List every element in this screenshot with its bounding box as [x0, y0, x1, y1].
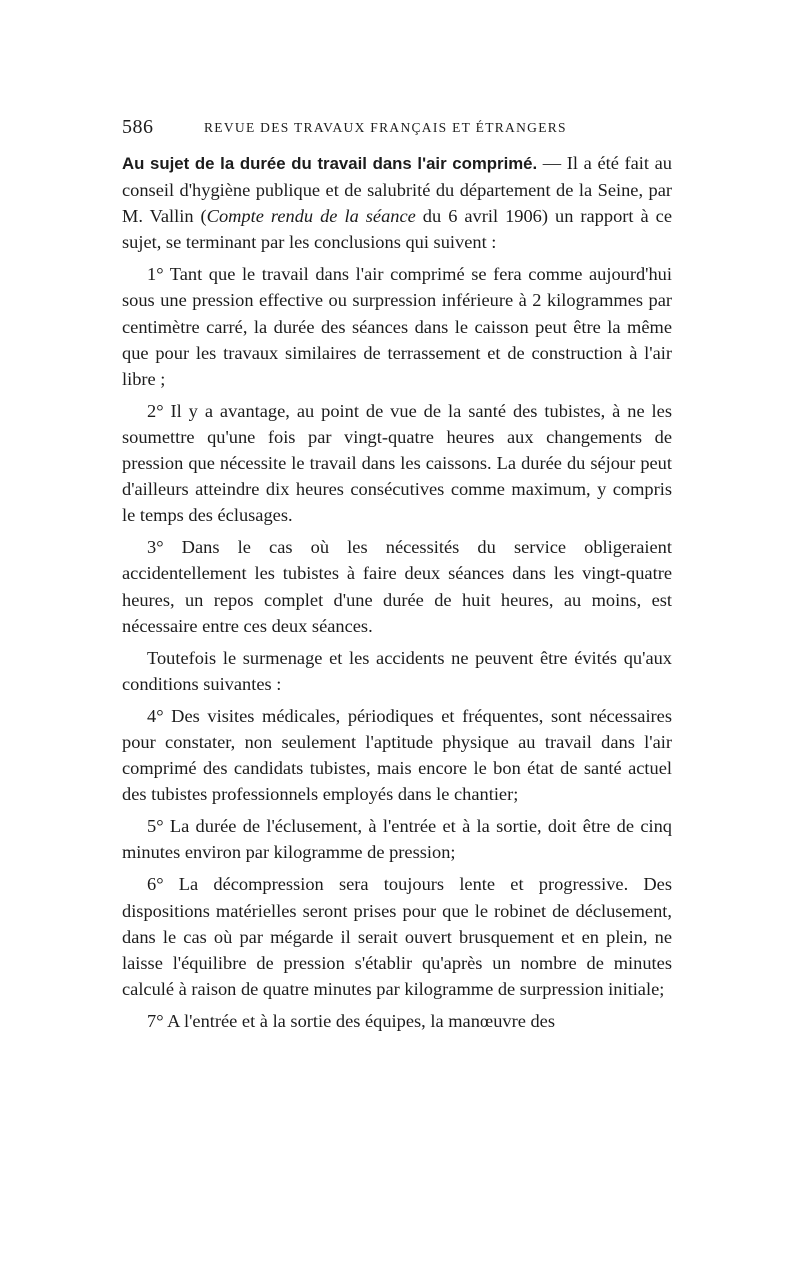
conclusion-6: 6° La décompression sera toujours lente et progressive. Des dispositions matérielles seront prises pour que le robinet de déclusement, dans le cas où par mégarde il serait ouvert brusquement et en plein, ne laisse l'équilibre de pression s'établir qu'après un nombre de minutes calculé à raison de quatre minutes par kilogramme de surpression initiale; — [122, 874, 672, 999]
page-number: 586 — [122, 116, 154, 138]
running-head: REVUE DES TRAVAUX FRANÇAIS ET ÉTRANGERS — [204, 120, 567, 135]
intro-text-2: du 6 avril 1906) un rapport à ce sujet, se terminant par les conclusions qui suivent : — [122, 206, 672, 253]
body-text — [122, 150, 672, 1040]
conclusion-4: 4° Des visites médicales, périodiques et fréquentes, sont nécessaires pour constater, non seulement l'aptitude physique au travail dans l'air comprimé des candidats tubistes, mais encore le bon état de santé actuel des tubistes professionnels employés dans le chantier; — [122, 705, 672, 805]
conclusion-3: 3° Dans le cas où les nécessités du service obligeraient accidentellement les tubistes à faire deux séances dans les vingt-quatre heures, un repos complet d'une durée de huit heures, au moins, est nécessaire entre ces deux séances. — [122, 537, 672, 636]
transition-paragraph: Toutefois le surmenage et les accidents ne peuvent être évités qu'aux conditions suivantes : — [122, 647, 672, 694]
intro-citation: Compte rendu de la séance — [206, 206, 416, 227]
page-header — [122, 116, 678, 140]
intro-paragraph — [122, 150, 672, 255]
conclusion-5: 5° La durée de l'éclusement, à l'entrée et à la sortie, doit être de cinq minutes environ par kilogramme de pression; — [122, 816, 672, 863]
conclusion-1: 1° Tant que le travail dans l'air comprimé se fera comme aujourd'hui sous une pression effective ou surpression inférieure à 2 kilogrammes par centimètre carré, la durée des séances dans le caisson peut être la même que pour les travaux similaires de terrassement et de construction à l'air libre ; — [122, 264, 672, 389]
conclusion-2: 2° Il y a avantage, au point de vue de la santé des tubistes, à ne les soumettre qu'une fois par vingt-quatre heures aux changements de pression que nécessite le travail dans les caissons. La durée du séjour peut d'ailleurs atteindre dix heures consécutives comme maximum, y compris le temps des éclusages. — [122, 400, 672, 526]
section-title: Au sujet de la durée du travail dans l'air comprimé. — [122, 154, 538, 173]
conclusion-7: 7° A l'entrée et à la sortie des équipes, la manœuvre des — [147, 1010, 555, 1031]
intro-text-1: — Il a été fait au conseil d'hygiène publique et de salubrité du département de la Seine, par M. Vallin ( — [122, 153, 672, 227]
